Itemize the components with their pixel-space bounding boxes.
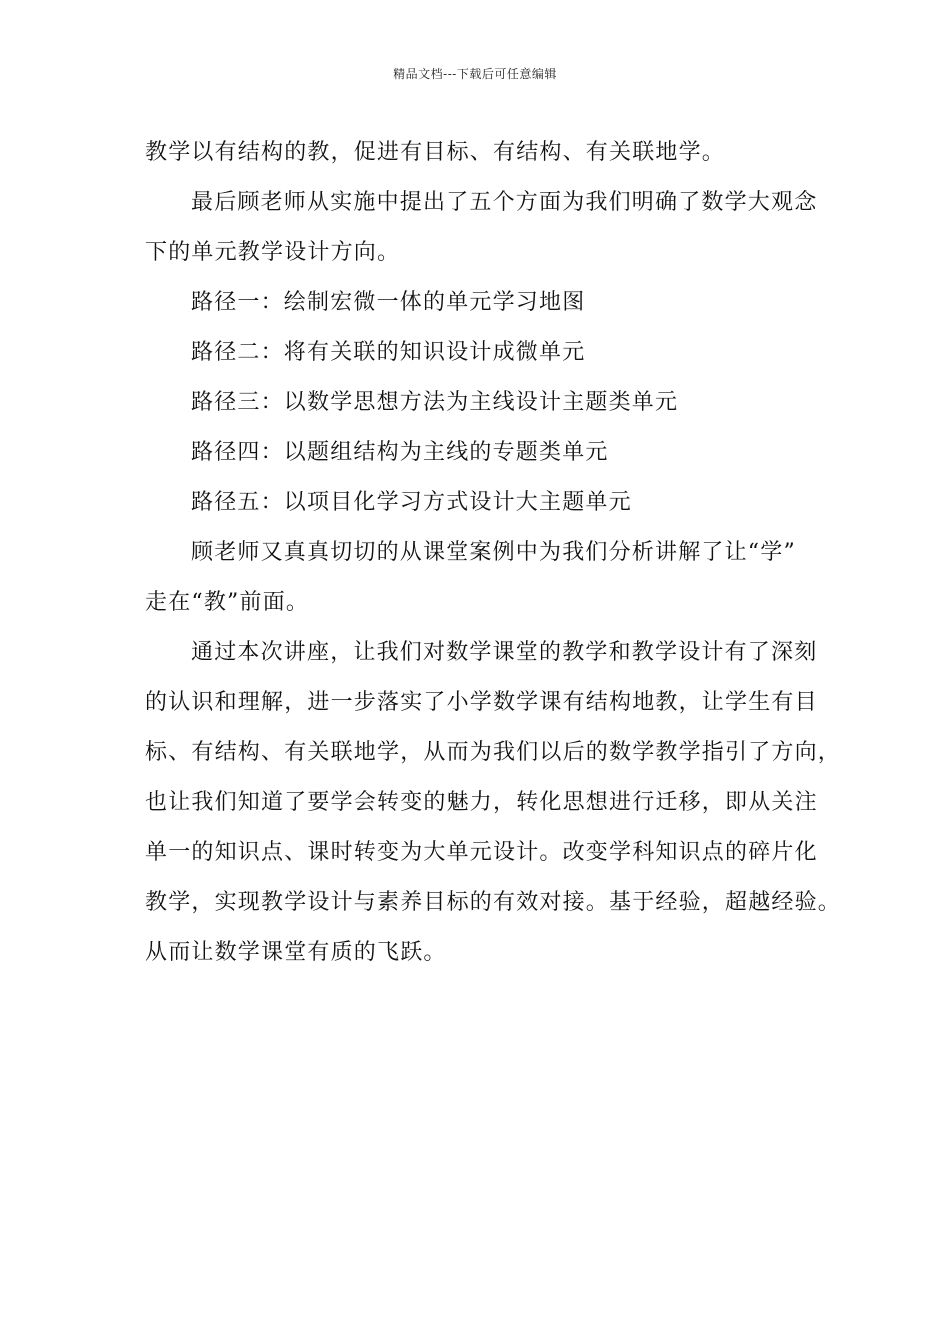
path-item-2: 路径二：将有关联的知识设计成微单元: [191, 340, 586, 365]
paragraph-line: 走在“教”前面。: [145, 590, 310, 615]
paragraph-line: 教学，实现教学设计与素养目标的有效对接。基于经验，超越经验。: [145, 890, 842, 915]
path-item-1: 路径一：绘制宏微一体的单元学习地图: [191, 290, 586, 315]
document-body: [145, 128, 842, 978]
paragraph-line: 从而让数学课堂有质的飞跃。: [145, 940, 447, 965]
paragraph-line: 的认识和理解，进一步落实了小学数学课有结构地教，让学生有目: [145, 690, 818, 715]
paragraph-line: 顾老师又真真切切的从课堂案例中为我们分析讲解了让“学”: [191, 540, 796, 565]
page-header: 精品文档---下载后可任意编辑: [393, 67, 557, 81]
paragraph-line: 最后顾老师从实施中提出了五个方面为我们明确了数学大观念: [191, 190, 818, 215]
paragraph-line: 教学以有结构的教，促进有目标、有结构、有关联地学。: [145, 140, 726, 165]
path-item-4: 路径四：以题组结构为主线的专题类单元: [191, 440, 609, 465]
path-item-5: 路径五：以项目化学习方式设计大主题单元: [191, 490, 632, 515]
paragraph-line: 通过本次讲座，让我们对数学课堂的教学和教学设计有了深刻: [191, 640, 818, 665]
paragraph-line: 单一的知识点、课时转变为大单元设计。改变学科知识点的碎片化: [145, 840, 818, 865]
path-item-3: 路径三：以数学思想方法为主线设计主题类单元: [191, 390, 679, 415]
paragraph-line: 标、有结构、有关联地学，从而为我们以后的数学教学指引了方向，: [145, 740, 842, 765]
paragraph-line: 也让我们知道了要学会转变的魅力，转化思想进行迁移，即从关注: [145, 790, 818, 815]
paragraph-line: 下的单元教学设计方向。: [145, 240, 401, 265]
